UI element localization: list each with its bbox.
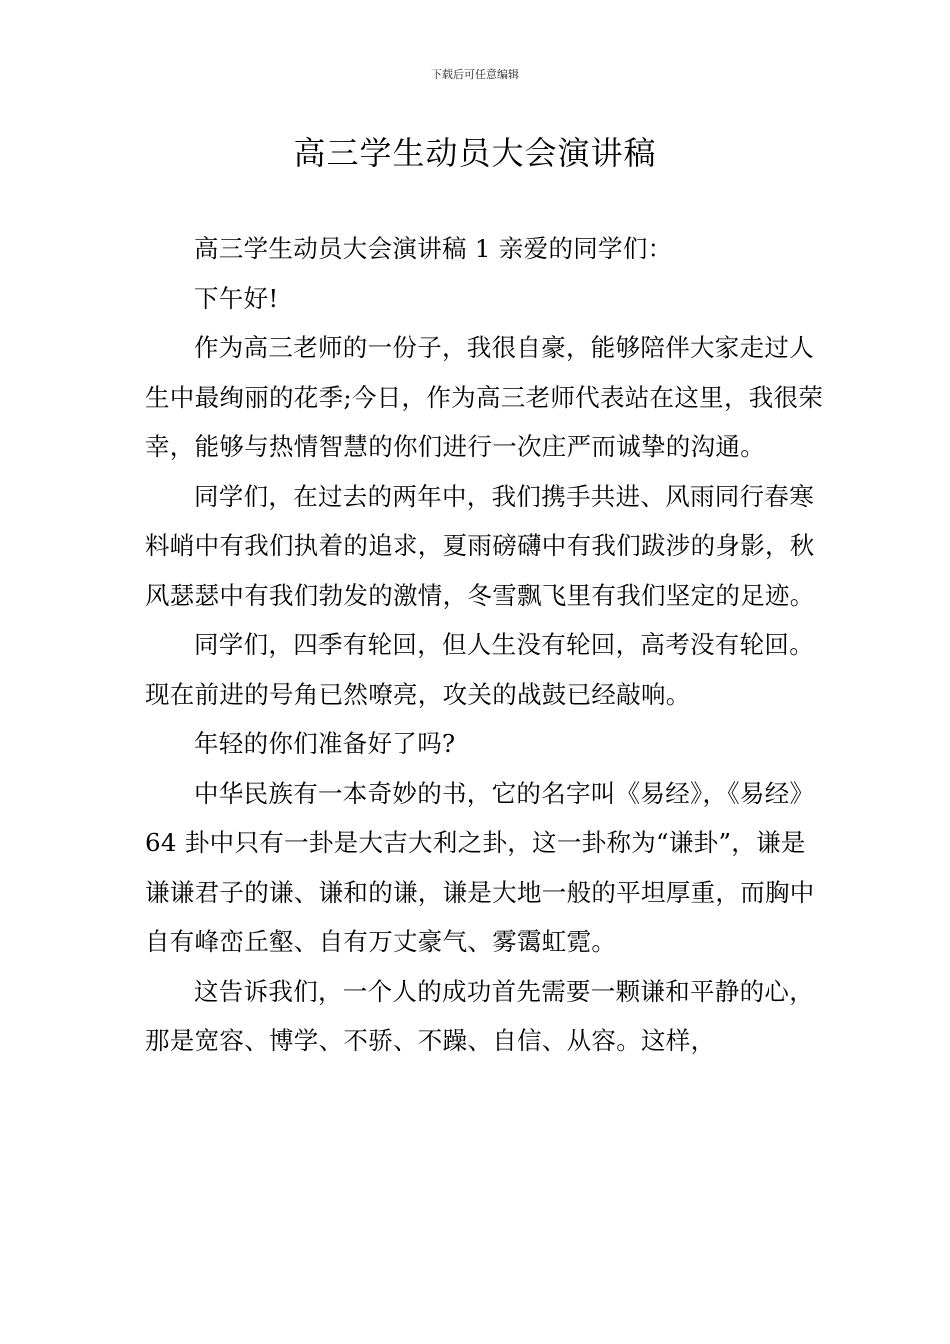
paragraph-past-two-years: 同学们，在过去的两年中，我们携手共进、风雨同行春寒料峭中有我们执着的追求，夏雨磅礴中有我们跋涉的身影，秋风瑟瑟中有我们勃发的激情，冬雪飘飞里有我们坚定的足迹。: [145, 481, 815, 610]
document-title: 高三学生动员大会演讲稿: [293, 134, 657, 172]
paragraph-no-rebirth: 同学们，四季有轮回，但人生没有轮回，高考没有轮回。现在前进的号角已然嘹亮，攻关的战鼓已经敲响。: [145, 630, 814, 709]
document-body: [145, 224, 825, 1066]
paragraph-greeting-line: 高三学生动员大会演讲稿 1 亲爱的同学们：: [194, 234, 673, 263]
paragraph-are-you-ready: 年轻的你们准备好了吗?: [194, 729, 456, 758]
paragraph-humble-heart: 这告诉我们，一个人的成功首先需要一颗谦和平静的心，那是宽容、博学、不骄、不躁、自信、从容。这样，: [145, 976, 814, 1055]
paragraph-good-afternoon: 下午好!: [194, 283, 279, 313]
header-note: 下载后可任意编辑: [431, 68, 519, 81]
paragraph-teacher-intro: 作为高三老师的一份子，我很自豪，能够陪伴大家走过人生中最绚丽的花季;今日，作为高三老师代表站在这里，我很荣幸，能够与热情智慧的你们进行一次庄严而诚挚的沟通。: [145, 333, 824, 461]
paragraph-yijing: 中华民族有一本奇妙的书，它的名字叫《易经》，《易经》64 卦中只有一卦是大吉大利之卦，这一卦称为“谦卦”，谦是谦谦君子的谦、谦和的谦，谦是大地一般的平坦厚重，而胸中自有峰峦丘壑、自有万丈豪气、雾霭虹霓。: [145, 778, 815, 956]
